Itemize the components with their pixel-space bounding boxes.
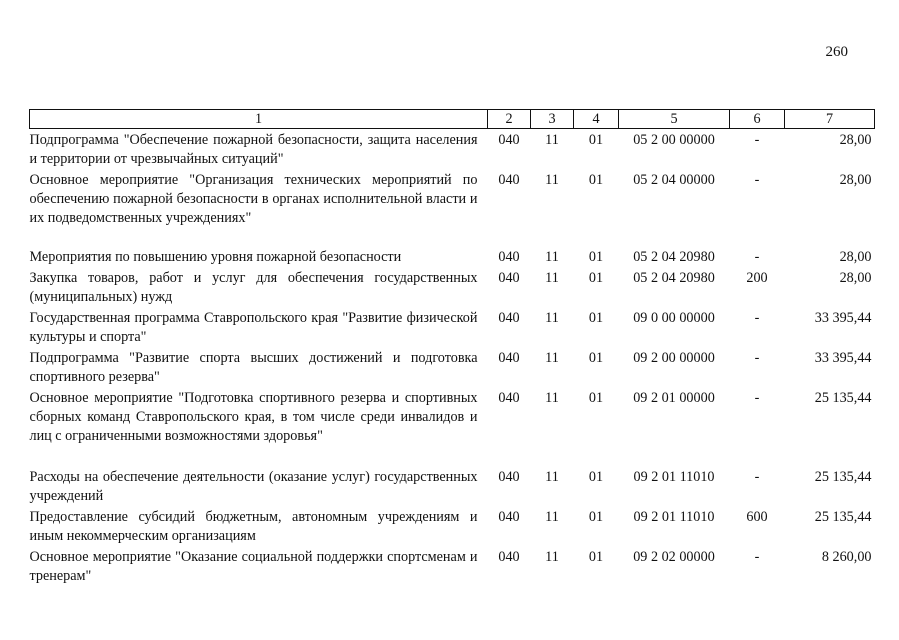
row-expense-type: - bbox=[754, 350, 760, 366]
row-amount: 25 135,44 bbox=[814, 469, 872, 485]
row-section-code: 11 bbox=[545, 350, 559, 366]
header-row bbox=[30, 110, 875, 129]
row-amount: 28,00 bbox=[839, 172, 872, 188]
row-target-article: 05 2 00 00000 bbox=[633, 132, 715, 148]
row-ministry-code: 040 bbox=[498, 509, 520, 525]
table-row bbox=[30, 129, 875, 170]
row-name: Основное мероприятие "Организация технических мероприятий по обеспечению пожарной безопасности в органах исполнительной власти и их подведомственных учреждениях" bbox=[29, 172, 478, 226]
row-ministry-code: 040 bbox=[498, 132, 520, 148]
row-section-code: 11 bbox=[545, 469, 559, 485]
row-subsection-code: 01 bbox=[588, 249, 604, 265]
row-subsection-code: 01 bbox=[588, 270, 604, 286]
row-target-article: 09 2 01 11010 bbox=[633, 509, 715, 525]
row-expense-type: - bbox=[754, 549, 760, 565]
column-header-1: 1 bbox=[30, 110, 488, 129]
row-section-code: 11 bbox=[545, 549, 559, 565]
table-row bbox=[30, 546, 875, 586]
row-expense-type: 600 bbox=[746, 509, 768, 525]
row-ministry-code: 040 bbox=[498, 310, 520, 326]
row-amount: 28,00 bbox=[839, 132, 872, 148]
row-expense-type: - bbox=[754, 132, 760, 148]
row-section-code: 11 bbox=[545, 249, 559, 265]
row-name: Закупка товаров, работ и услуг для обеспечения государственных (муниципальных) нужд bbox=[29, 270, 478, 305]
row-target-article: 05 2 04 20980 bbox=[633, 270, 715, 286]
table-row bbox=[30, 347, 875, 387]
row-name: Основное мероприятие "Оказание социальной поддержки спортсменам и тренерам" bbox=[29, 549, 478, 584]
row-target-article: 09 2 01 00000 bbox=[633, 390, 715, 406]
table-row bbox=[30, 387, 875, 466]
column-header-2: 2 bbox=[488, 110, 531, 129]
table-row bbox=[30, 246, 875, 267]
table-row bbox=[30, 267, 875, 307]
row-amount: 25 135,44 bbox=[814, 390, 872, 406]
row-amount: 33 395,44 bbox=[814, 350, 872, 366]
row-subsection-code: 01 bbox=[588, 350, 604, 366]
table-row bbox=[30, 169, 875, 246]
row-ministry-code: 040 bbox=[498, 249, 520, 265]
row-name: Государственная программа Ставропольского края "Развитие физической культуры и спорта" bbox=[29, 310, 478, 345]
row-name: Мероприятия по повышению уровня пожарной безопасности bbox=[29, 249, 402, 265]
budget-table bbox=[29, 109, 875, 586]
row-subsection-code: 01 bbox=[588, 509, 604, 525]
row-target-article: 09 2 01 11010 bbox=[633, 469, 715, 485]
row-name: Подпрограмма "Обеспечение пожарной безопасности, защита населения и территории от чрезвычайных ситуаций" bbox=[29, 132, 478, 167]
row-amount: 25 135,44 bbox=[814, 509, 872, 525]
row-amount: 33 395,44 bbox=[814, 310, 872, 326]
row-expense-type: - bbox=[754, 390, 760, 406]
row-target-article: 09 2 00 00000 bbox=[633, 350, 715, 366]
row-ministry-code: 040 bbox=[498, 469, 520, 485]
row-section-code: 11 bbox=[545, 132, 559, 148]
row-amount: 28,00 bbox=[839, 249, 872, 265]
row-expense-type: - bbox=[754, 310, 760, 326]
row-subsection-code: 01 bbox=[588, 132, 604, 148]
row-name: Расходы на обеспечение деятельности (оказание услуг) государственных учреждений bbox=[29, 469, 478, 504]
row-expense-type: 200 bbox=[746, 270, 768, 286]
row-ministry-code: 040 bbox=[498, 270, 520, 286]
row-expense-type: - bbox=[754, 469, 760, 485]
row-target-article: 05 2 04 20980 bbox=[633, 249, 715, 265]
row-ministry-code: 040 bbox=[498, 172, 520, 188]
row-subsection-code: 01 bbox=[588, 172, 604, 188]
column-header-3: 3 bbox=[531, 110, 574, 129]
row-amount: 8 260,00 bbox=[821, 549, 872, 565]
table-row bbox=[30, 307, 875, 347]
row-name: Основное мероприятие "Подготовка спортивного резерва и спортивных сборных команд Ставропольского края, в том числе среди инвалидов и лиц с ограниченными возможностями здоровья" bbox=[29, 390, 478, 444]
row-name: Предоставление субсидий бюджетным, автономным учреждениям и иным некоммерческим организациям bbox=[29, 509, 478, 544]
page-number: 260 bbox=[825, 44, 848, 60]
column-header-6: 6 bbox=[730, 110, 785, 129]
row-expense-type: - bbox=[754, 172, 760, 188]
row-section-code: 11 bbox=[545, 390, 559, 406]
column-header-4: 4 bbox=[574, 110, 619, 129]
row-section-code: 11 bbox=[545, 509, 559, 525]
row-target-article: 05 2 04 00000 bbox=[633, 172, 715, 188]
column-header-5: 5 bbox=[619, 110, 730, 129]
row-target-article: 09 0 00 00000 bbox=[633, 310, 715, 326]
table-row bbox=[30, 466, 875, 506]
row-amount: 28,00 bbox=[839, 270, 872, 286]
row-subsection-code: 01 bbox=[588, 469, 604, 485]
row-section-code: 11 bbox=[545, 172, 559, 188]
row-name: Подпрограмма "Развитие спорта высших достижений и подготовка спортивного резерва" bbox=[29, 350, 478, 385]
row-section-code: 11 bbox=[545, 270, 559, 286]
row-expense-type: - bbox=[754, 249, 760, 265]
row-subsection-code: 01 bbox=[588, 390, 604, 406]
row-ministry-code: 040 bbox=[498, 350, 520, 366]
column-header-7: 7 bbox=[785, 110, 875, 129]
row-ministry-code: 040 bbox=[498, 390, 520, 406]
row-target-article: 09 2 02 00000 bbox=[633, 549, 715, 565]
row-section-code: 11 bbox=[545, 310, 559, 326]
table-row bbox=[30, 506, 875, 546]
row-ministry-code: 040 bbox=[498, 549, 520, 565]
row-subsection-code: 01 bbox=[588, 310, 604, 326]
row-subsection-code: 01 bbox=[588, 549, 604, 565]
